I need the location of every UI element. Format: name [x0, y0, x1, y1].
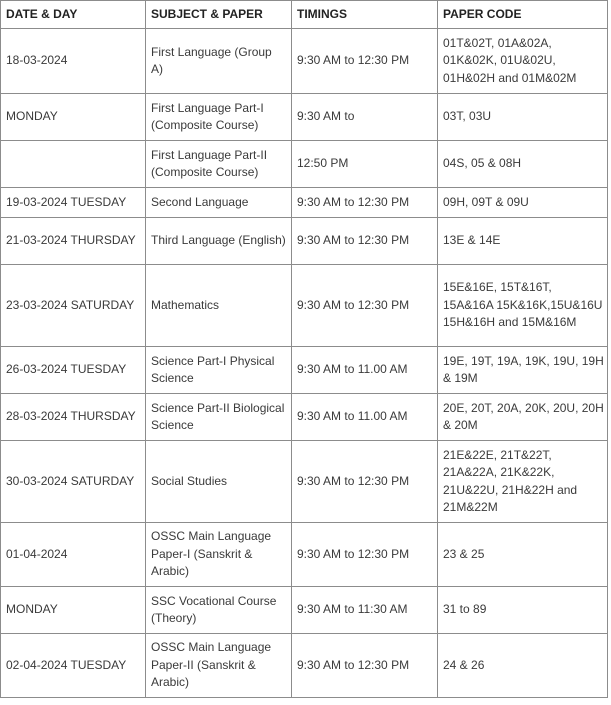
- table-row: [1, 587, 608, 634]
- date-cell: 01-04-2024: [1, 523, 146, 587]
- subject-cell: Science Part-II Biological Science: [146, 394, 292, 441]
- date-cell: 21-03-2024 THURSDAY: [1, 218, 146, 265]
- subject-cell: Third Language (English): [146, 218, 292, 265]
- timing-cell: 9:30 AM to 12:30 PM: [292, 188, 438, 218]
- header-paper-code: PAPER CODE: [438, 1, 608, 29]
- table-row: [1, 634, 608, 698]
- paper-code-cell: 31 to 89: [438, 587, 608, 634]
- timing-cell: 9:30 AM to 12:30 PM: [292, 523, 438, 587]
- timing-cell: 9:30 AM to 12:30 PM: [292, 265, 438, 347]
- paper-code-cell: 09H, 09T & 09U: [438, 188, 608, 218]
- table-body: [1, 29, 608, 698]
- timing-cell: 9:30 AM to 11:30 AM: [292, 587, 438, 634]
- timing-cell: 12:50 PM: [292, 141, 438, 188]
- date-cell: 28-03-2024 THURSDAY: [1, 394, 146, 441]
- date-cell: 19-03-2024 TUESDAY: [1, 188, 146, 218]
- paper-code-cell: 19E, 19T, 19A, 19K, 19U, 19H & 19M: [438, 347, 608, 394]
- header-timings: TIMINGS: [292, 1, 438, 29]
- subject-cell: Social Studies: [146, 441, 292, 523]
- paper-code-cell: 20E, 20T, 20A, 20K, 20U, 20H & 20M: [438, 394, 608, 441]
- date-cell: MONDAY: [1, 94, 146, 141]
- timing-cell: 9:30 AM to 11.00 AM: [292, 394, 438, 441]
- paper-code-cell: 24 & 26: [438, 634, 608, 698]
- timing-cell: 9:30 AM to 12:30 PM: [292, 218, 438, 265]
- date-cell: 26-03-2024 TUESDAY: [1, 347, 146, 394]
- table-row: [1, 523, 608, 587]
- subject-cell: Second Language: [146, 188, 292, 218]
- header-date-day: DATE & DAY: [1, 1, 146, 29]
- subject-cell: OSSC Main Language Paper-II (Sanskrit & Arabic): [146, 634, 292, 698]
- table-row: [1, 141, 608, 188]
- subject-cell: First Language Part-II (Composite Course): [146, 141, 292, 188]
- table-row: [1, 29, 608, 94]
- timing-cell: 9:30 AM to 12:30 PM: [292, 634, 438, 698]
- paper-code-cell: 15E&16E, 15T&16T, 15A&16A 15K&16K,15U&16U 15H&16H and 15M&16M: [438, 265, 608, 347]
- header-row: [1, 1, 608, 29]
- subject-cell: First Language Part-I (Composite Course): [146, 94, 292, 141]
- paper-code-cell: 03T, 03U: [438, 94, 608, 141]
- table-row: [1, 441, 608, 523]
- paper-code-cell: 21E&22E, 21T&22T, 21A&22A, 21K&22K, 21U&22U, 21H&22H and 21M&22M: [438, 441, 608, 523]
- subject-cell: OSSC Main Language Paper-I (Sanskrit & Arabic): [146, 523, 292, 587]
- timing-cell: 9:30 AM to 12:30 PM: [292, 29, 438, 94]
- subject-cell: Science Part-I Physical Science: [146, 347, 292, 394]
- subject-cell: SSC Vocational Course (Theory): [146, 587, 292, 634]
- date-cell: 02-04-2024 TUESDAY: [1, 634, 146, 698]
- table-row: [1, 265, 608, 347]
- table-row: [1, 218, 608, 265]
- header-subject-paper: SUBJECT & PAPER: [146, 1, 292, 29]
- table-row: [1, 188, 608, 218]
- paper-code-cell: 13E & 14E: [438, 218, 608, 265]
- paper-code-cell: 23 & 25: [438, 523, 608, 587]
- date-cell: 23-03-2024 SATURDAY: [1, 265, 146, 347]
- date-cell: MONDAY: [1, 587, 146, 634]
- date-cell: 18-03-2024: [1, 29, 146, 94]
- table-header: [1, 1, 608, 29]
- table-row: [1, 94, 608, 141]
- subject-cell: Mathematics: [146, 265, 292, 347]
- timing-cell: 9:30 AM to 12:30 PM: [292, 441, 438, 523]
- date-cell: 30-03-2024 SATURDAY: [1, 441, 146, 523]
- date-cell: [1, 141, 146, 188]
- timing-cell: 9:30 AM to: [292, 94, 438, 141]
- paper-code-cell: 01T&02T, 01A&02A, 01K&02K, 01U&02U, 01H&02H and 01M&02M: [438, 29, 608, 94]
- timing-cell: 9:30 AM to 11.00 AM: [292, 347, 438, 394]
- subject-cell: First Language (Group A): [146, 29, 292, 94]
- table-row: [1, 347, 608, 394]
- table-row: [1, 394, 608, 441]
- paper-code-cell: 04S, 05 & 08H: [438, 141, 608, 188]
